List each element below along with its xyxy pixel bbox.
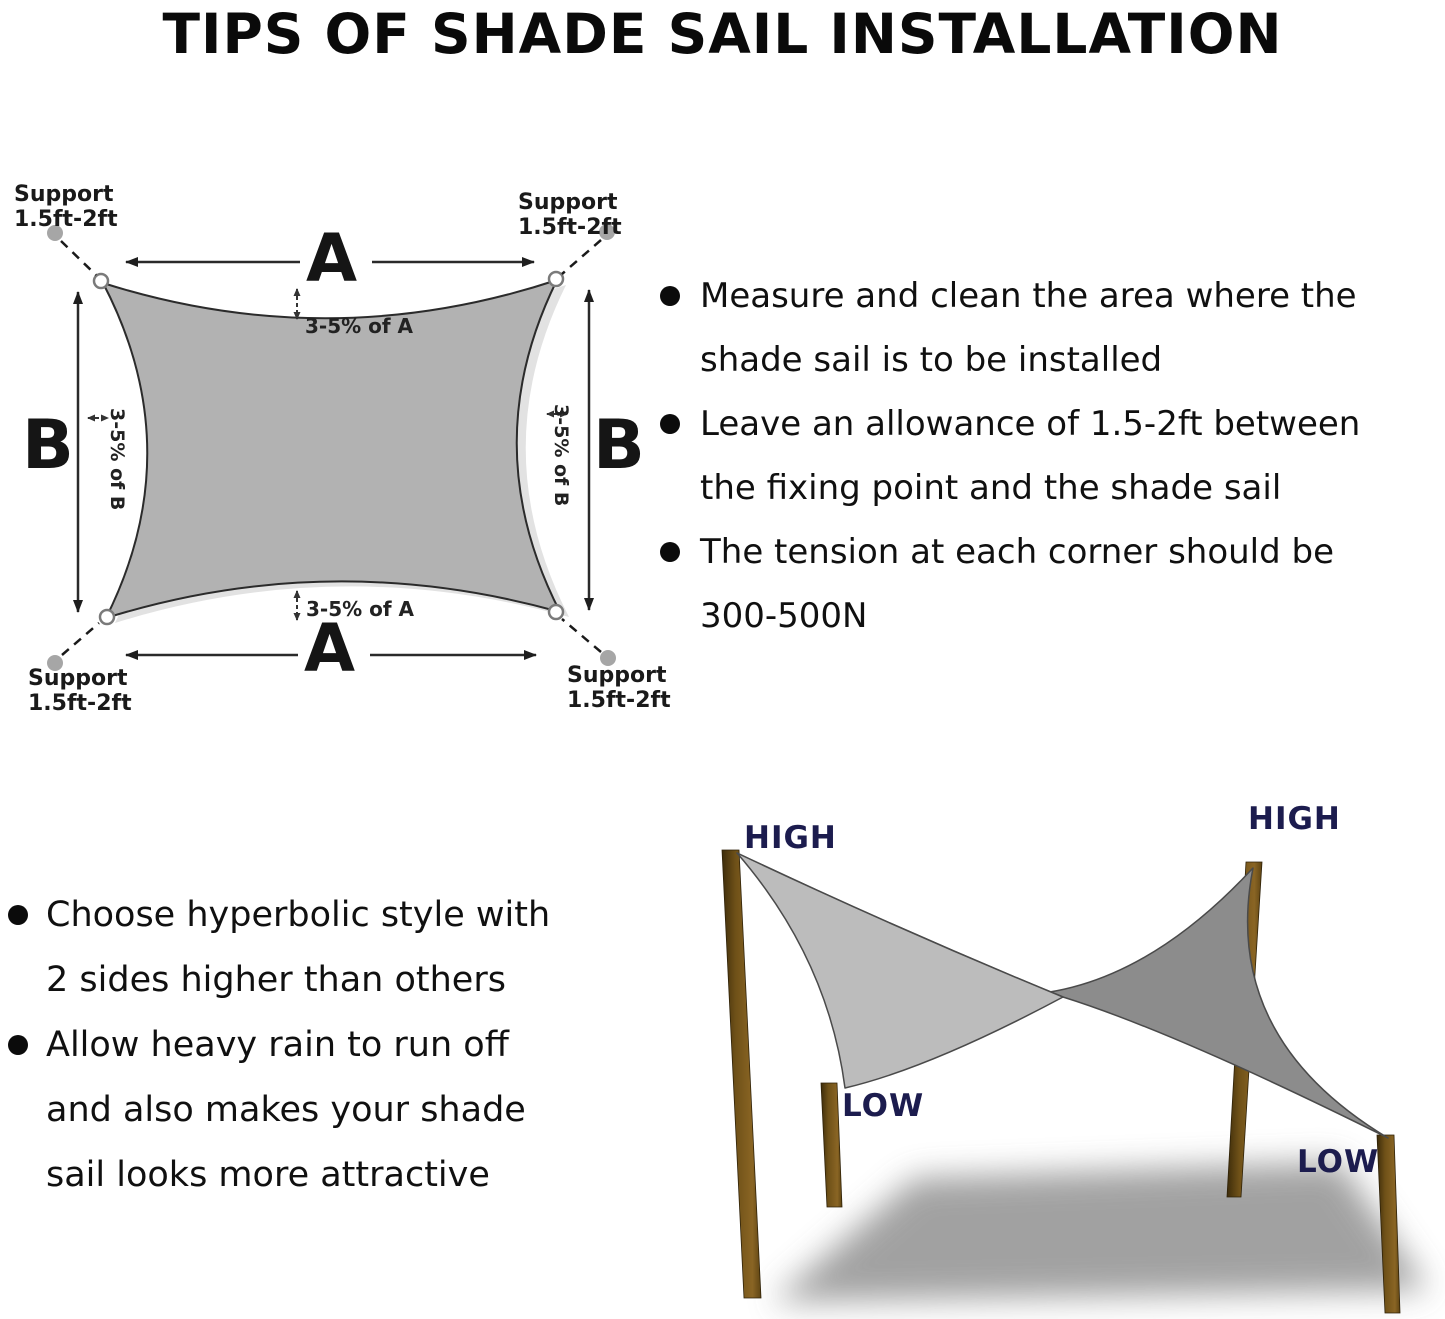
corner-ring-br — [549, 605, 563, 619]
dim-label-b-left: B — [22, 406, 74, 485]
ground-shadow — [772, 1162, 1428, 1302]
support-label-top-left — [14, 182, 118, 232]
support-label-line2: 1.5ft-2ft — [567, 688, 671, 713]
support-label-line2: 1.5ft-2ft — [14, 207, 118, 232]
high-label-left: HIGH — [744, 820, 837, 856]
support-label-line1: Support — [14, 182, 114, 207]
bullet-icon — [660, 286, 680, 306]
support-label-bottom-left — [28, 666, 132, 716]
support-label-line2: 1.5ft-2ft — [28, 691, 132, 716]
tip-measure-line1: Measure and clean the area where the — [700, 276, 1357, 316]
dim-label-b-right: B — [593, 406, 645, 485]
pct-label-a-top: 3-5% of A — [305, 314, 414, 338]
corner-ring-tl — [94, 274, 108, 288]
low-label-front: LOW — [842, 1088, 925, 1124]
tip-allowance-line1: Leave an allowance of 1.5-2ft between — [700, 404, 1361, 444]
bullet-icon — [660, 414, 680, 434]
tie-line-br — [562, 619, 601, 652]
dim-label-a-top: A — [306, 220, 358, 297]
bullet-icon — [660, 542, 680, 562]
support-label-line2: 1.5ft-2ft — [518, 215, 622, 240]
post-front-low — [821, 1083, 842, 1207]
corner-ring-tr — [549, 272, 563, 286]
support-label-line1: Support — [567, 663, 667, 688]
pct-label-a-bottom: 3-5% of A — [306, 597, 415, 621]
tip-measure-line2: shade sail is to be installed — [700, 340, 1163, 380]
bullet-icon — [8, 1035, 28, 1055]
tie-line-tl — [61, 241, 96, 275]
tip-allowance-line2: the fixing point and the shade sail — [700, 468, 1282, 508]
tip-rain-line3: sail looks more attractive — [46, 1155, 490, 1195]
corner-ring-bl — [100, 610, 114, 624]
support-label-bottom-right — [567, 663, 671, 713]
tip-tension-line1: The tension at each corner should be — [700, 532, 1335, 572]
tip-hyperbolic-line1: Choose hyperbolic style with — [46, 895, 551, 935]
high-label-right: HIGH — [1248, 801, 1341, 837]
low-label-right: LOW — [1297, 1144, 1380, 1180]
tip-rain-line2: and also makes your shade — [46, 1090, 526, 1130]
bullet-icon — [8, 905, 28, 925]
support-label-line1: Support — [518, 190, 618, 215]
tip-rain-line1: Allow heavy rain to run off — [46, 1025, 509, 1065]
sail-3d-light-face — [737, 853, 1063, 1088]
support-label-top-right — [518, 190, 622, 240]
tip-tension-line2: 300-500N — [700, 596, 868, 636]
pct-label-b-right: 3-5% of B — [550, 404, 572, 507]
tie-line-bl — [62, 623, 99, 655]
pct-label-b-left: 3-5% of B — [106, 408, 128, 511]
post-left-high — [722, 850, 761, 1298]
tie-line-tr — [562, 240, 601, 274]
page-title: TIPS OF SHADE SAIL INSTALLATION — [162, 2, 1283, 66]
tip-hyperbolic-line2: 2 sides higher than others — [46, 960, 506, 1000]
dim-label-a-bottom: A — [304, 610, 356, 687]
support-label-line1: Support — [28, 666, 128, 691]
